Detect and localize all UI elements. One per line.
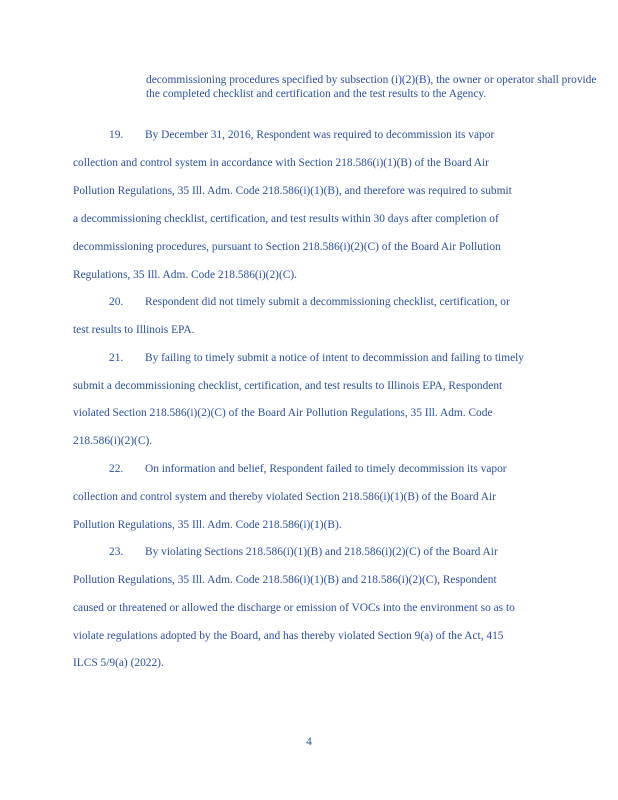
- paragraph-number: 22.: [109, 463, 124, 475]
- paragraph-23-line-5: ILCS 5/9(a) (2022).: [73, 657, 164, 669]
- paragraph-number: 20.: [109, 296, 124, 308]
- intro-block: decommissioning procedures specified by subsection (i)(2)(B), the owner or operator shall provide the completed checklist and certification and the test results to the Agency.: [146, 74, 597, 100]
- paragraph-number: 19.: [109, 129, 124, 141]
- paragraph-20-line-1: [73, 295, 613, 309]
- paragraph-text: By failing to timely submit a notice of intent to decommission and failing to timely: [145, 352, 524, 364]
- paragraph-22-line-1: [73, 462, 613, 476]
- paragraph-text: By violating Sections 218.586(i)(1)(B) and 218.586(i)(2)(C) of the Board Air: [145, 546, 498, 558]
- paragraph-19-line-4: a decommissioning checklist, certification, and test results within 30 days after completion of: [73, 213, 499, 225]
- paragraph-23-line-4: violate regulations adopted by the Board, and has thereby violated Section 9(a) of the Act, 415: [73, 630, 504, 642]
- paragraph-21-line-3: violated Section 218.586(i)(2)(C) of the Board Air Pollution Regulations, 35 Ill. Adm. Code: [73, 407, 493, 419]
- paragraph-23-line-3: caused or threatened or allowed the discharge or emission of VOCs into the environment so as to: [73, 602, 515, 614]
- paragraph-19-line-1: [73, 128, 613, 142]
- paragraph-21-line-1: [73, 351, 613, 365]
- paragraph-19-line-5: decommissioning procedures, pursuant to Section 218.586(i)(2)(C) of the Board Air Pollution: [73, 241, 501, 253]
- paragraph-22-line-3: Pollution Regulations, 35 Ill. Adm. Code 218.586(i)(1)(B).: [73, 519, 342, 531]
- paragraph-19-line-6: Regulations, 35 Ill. Adm. Code 218.586(i)(2)(C).: [73, 269, 297, 281]
- paragraph-20-line-2: test results to Illinois EPA.: [73, 324, 195, 336]
- paragraph-number: 23.: [109, 546, 124, 558]
- paragraph-23-line-1: [73, 545, 613, 559]
- paragraph-text: On information and belief, Respondent failed to timely decommission its vapor: [145, 463, 507, 475]
- paragraph-21-line-2: submit a decommissioning checklist, certification, and test results to Illinois EPA, Respondent: [73, 380, 503, 392]
- paragraph-text: By December 31, 2016, Respondent was required to decommission its vapor: [145, 129, 495, 141]
- paragraph-21-line-4: 218.586(i)(2)(C).: [73, 435, 153, 447]
- paragraph-19-line-3: Pollution Regulations, 35 Ill. Adm. Code 218.586(i)(1)(B), and therefore was required to submit: [73, 185, 512, 197]
- paragraph-19-line-2: collection and control system in accordance with Section 218.586(i)(1)(B) of the Board Air: [73, 157, 489, 169]
- paragraph-text: Respondent did not timely submit a decommissioning checklist, certification, or: [145, 296, 510, 308]
- paragraph-23-line-2: Pollution Regulations, 35 Ill. Adm. Code 218.586(i)(1)(B) and 218.586(i)(2)(C), Respondent: [73, 574, 497, 586]
- paragraph-number: 21.: [109, 352, 124, 364]
- paragraph-22-line-2: collection and control system and thereby violated Section 218.586(i)(1)(B) of the Board Air: [73, 491, 496, 503]
- page-number: 4: [306, 736, 312, 748]
